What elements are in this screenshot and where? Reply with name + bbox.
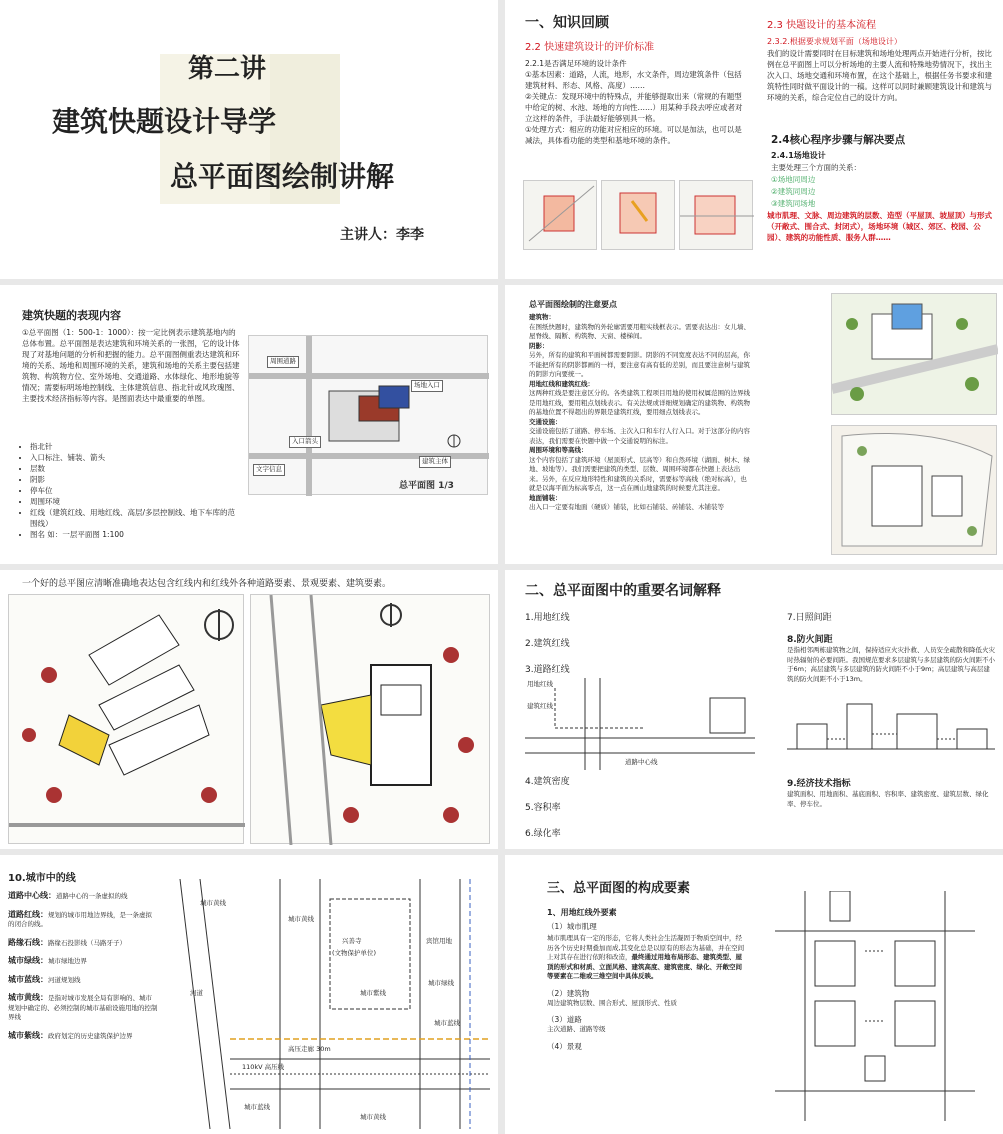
list-item: • 周围环境: [30, 496, 242, 507]
sketch-drawing: [680, 181, 754, 251]
note-body: 另外，所有的建筑和平面树都需要阴影。阴影的不同宽度表达不同的层高，你不能把所有的阴影都画的一样，要注意有高有低的差别，而且要注意树与建筑的阴影方向要统一。: [529, 351, 750, 378]
slide-heading: 三、总平面图的构成要素: [547, 881, 691, 896]
component-desc: 周边建筑物层数、围合形式、屋顶形式、性质: [547, 998, 677, 1007]
list-item: • 指北针: [30, 441, 242, 452]
term-item: 6.绿化率: [525, 829, 561, 839]
slide-good-site-plan: [0, 570, 498, 849]
term-economic-indicators: 9.经济技术指标: [787, 779, 851, 789]
fire-spacing-diagram: [787, 694, 995, 754]
diagram-drawing: [775, 891, 975, 1121]
map-label: 城市黄线: [360, 1113, 386, 1121]
component-item: （4）景观: [547, 1041, 582, 1051]
site-sketch-3: [679, 180, 753, 250]
diagram-label: 用地红线: [527, 680, 553, 688]
list-item: • 红线（建筑红线、用地红线、高层/多层控制线、地下车库的范围线）: [30, 507, 242, 529]
city-line-item: [8, 938, 158, 949]
speaker: 主讲人：李李: [340, 227, 424, 243]
economic-indicators-text: 建筑面积、用地面积、基底面积、容积率、建筑密度、建筑层数、绿化率、停车位。: [787, 790, 989, 808]
slide-city-lines: [0, 855, 498, 1134]
note-body: 交通设施包括了道路、停车场、主次入口和车行人行入口。对于这部分的内容表达，我们需要在快题中做一个交通说明的标注。: [529, 427, 750, 445]
component-desc: [547, 934, 747, 982]
sketch-drawing: [524, 181, 598, 251]
component-desc: 主次道路、道路等级: [547, 1025, 606, 1033]
relations-intro: 主要处理三个方面的关系：: [771, 163, 861, 172]
map-label: 城市蓝线: [434, 1019, 460, 1027]
list-item: • 入口标注、铺装、箭头: [30, 452, 242, 463]
subsection-title: 2.3.2.根据要求规划平面（场地设计）: [767, 37, 902, 46]
label-entry-arrow: 入口箭头: [289, 436, 321, 448]
note-body: 出入口一定要有地面（硬质）铺装，比如石铺装、砖铺装、木铺装等: [529, 503, 724, 511]
map-label: 城市黄线: [288, 915, 314, 923]
note-heading: 建筑物：: [529, 313, 555, 321]
notes-text: [529, 313, 753, 513]
map-label: 城市蓝线: [244, 1103, 270, 1111]
city-line-key: 路缘石线：: [8, 937, 48, 947]
note-heading: 用地红线和建筑红线：: [529, 379, 594, 388]
plan-title: 总平面图 1/3: [399, 481, 454, 491]
sketch-drawing: [251, 595, 491, 845]
term-fire-spacing: 8.防火间距: [787, 635, 833, 645]
para: ①处理方式：相应的功能对应相应的环境。可以是加法，也可以是减法，具体看功能的类型和基地环境的条件。: [525, 125, 742, 145]
label-main-building: 建筑主体: [419, 456, 451, 468]
term-item: 1.用地红线: [525, 613, 570, 623]
note-body: 这两种红线是要注意区分的。各类建筑工程项目用地的使用权属范围的边界线是用地红线，要用粗点划线表示。有关法规或详细规划确定的建筑物、构筑物的基地位置不得超出的界限是建筑红线，要用细点划线表示。: [529, 389, 750, 416]
slide-components: [505, 855, 1003, 1134]
fire-spacing-text: 是指相邻两栋建筑物之间，保持适应火灾扑救、人员安全疏散和降低火灾时热辐射的必要间距。我国规范要求多层建筑与多层建筑的防火间距不小于6m；高层建筑与多层建筑的防火间距不小于9m；高层建筑与高层建筑的防火间距不小于13m。: [787, 646, 995, 683]
term-sunlight-spacing: 7.日照间距: [787, 613, 832, 623]
city-line-value: 是指对城市发展全局有影响的、城市规划中确定的、必须控制的城市基础设施用地的控制界线: [8, 994, 158, 1021]
term-item: 4.建筑密度: [525, 777, 570, 787]
sketch-drawing: [602, 181, 676, 251]
para: ②关键点：发现环境中的特殊点，并能够提取出来（常规的有题型中给定的树、水池、场地的方向性……）用某种手段去呼应或者对立这样的条件，手法最好能够别具一格。: [525, 92, 743, 123]
city-line-key: 道路红线：: [8, 909, 48, 919]
section-title: 1、用地红线外要素: [547, 908, 617, 917]
map-label: (文物保护单位): [332, 949, 377, 957]
city-line-value: 路缘石投影线（马路牙子）: [48, 938, 126, 947]
map-label: 高压走廊 30m: [288, 1045, 331, 1053]
site-plan-example-2: [831, 425, 997, 555]
map-drawing: [170, 879, 490, 1129]
note-heading: 周围环境和等高线：: [529, 446, 588, 454]
city-line-item: [8, 1031, 158, 1042]
city-line-item: [8, 956, 158, 967]
note-heading: 地面铺装：: [529, 493, 562, 502]
list-item: • 停车位: [30, 485, 242, 496]
red-line-diagram: [525, 678, 755, 770]
map-label: 兴善寺: [342, 937, 362, 945]
map-label: 河道: [190, 989, 203, 997]
map-label: 城市紫线: [360, 989, 386, 997]
map-label: 110kV 高压线: [242, 1063, 285, 1071]
sketch-drawing: [9, 595, 245, 845]
left-text: [525, 58, 747, 146]
components-text: [547, 921, 747, 1052]
city-line-value: 规划的城市用地边界线，是一条虚拟的闭合的线。: [8, 910, 152, 928]
city-line-item: [8, 975, 158, 986]
city-line-value: 河道规划线: [48, 975, 81, 984]
list-item: • 图名 如：一层平面图 1:100: [30, 529, 242, 540]
lecture-number: 第二讲: [188, 54, 267, 84]
slide-heading: 10.城市中的线: [8, 873, 76, 884]
list-item: • 层数: [30, 463, 242, 474]
term-item: 5.容积率: [525, 803, 561, 813]
city-line-item: [8, 993, 158, 1023]
city-line-key: 城市紫线：: [8, 1030, 48, 1040]
city-line-key: 城市黄线：: [8, 993, 48, 1002]
hand-sketch-right: [250, 594, 490, 844]
city-lines-list: [8, 891, 158, 1049]
section-title-right: 2.3 快题设计的基本流程: [767, 20, 877, 31]
texture-desc: 城市肌理具有一定的形态，它将人类社会生活凝固于物质空间中，经历各个历史时期叠加而成,其变化总是以原有的形态为基础，并在空间上对其存在进行依附和改造，: [547, 934, 745, 961]
map-label: 城市绿线: [428, 979, 454, 987]
texture-desc-bold: 最终通过用地布局形态、建筑类型、屋顶的形式和材质、立面风格、建筑高度、建筑密度、绿化、开敞空间等要素在二维或三维空间中具体反映。: [547, 953, 742, 980]
slide-expression-content: [0, 285, 498, 564]
relation-1: ①场地同周边: [771, 175, 816, 184]
diagram-label: 道路中心线: [625, 758, 658, 766]
slide-terms: [505, 570, 1003, 849]
hand-sketch-left: [8, 594, 244, 844]
slide-knowledge-review: [505, 0, 1003, 279]
relation-2: ②建筑同周边: [771, 187, 816, 196]
right-para: 我们的设计需要同时在目标建筑和场地处理两点开始进行分析，按比例在总平面图上可以分析场地的主要人流和特殊地势情况下，找出主次入口、场地交通和环境布置，在这个基础上，根据任务书要求和建筑特性同时做平面设计的一稿。这样可以同时兼顾建筑设计和建筑与环境的关系，综合定位自己的设计方向。: [767, 49, 992, 102]
site-sketch-1: [523, 180, 597, 250]
diagram-label: 建筑红线: [527, 702, 553, 710]
city-line-value: 政府划定的历史建筑保护边界: [48, 1031, 133, 1040]
slide-heading: 建筑快题的表现内容: [22, 309, 121, 322]
slide-caption: 一个好的总平图应清晰准确地表达包含红线内和红线外各种道路要素、景观要素、建筑要素。: [22, 579, 392, 589]
map-label: 宾馆用地: [426, 937, 452, 945]
core-steps-title: 2.4核心程序步骤与解决要点: [771, 134, 906, 146]
section-title: 2.2 快速建筑设计的评价标准: [525, 42, 655, 53]
relations-detail: 城市肌理、文脉、周边建筑的层数、造型（平屋顶、坡屋顶）与形式（开敞式、围合式、封闭式），场地环境（城区、郊区、校园、公园）、建筑的功能性质、服务人群……: [767, 211, 992, 242]
city-line-item: [8, 910, 158, 930]
site-plan-drawing: [832, 294, 998, 416]
diagram-drawing: [525, 678, 755, 770]
component-item: （1）城市肌理: [547, 922, 597, 931]
city-line-value: 道路中心的一条虚拟的线: [56, 892, 128, 900]
slide-heading: 二、总平面图中的重要名词解释: [525, 583, 721, 599]
terms-list-left-2: [525, 774, 570, 849]
site-sketch-2: [601, 180, 675, 250]
lecture-title: 建筑快题设计导学: [52, 105, 277, 138]
terms-list-left: [525, 610, 570, 688]
slide-heading: 一、知识回顾: [525, 15, 609, 31]
term-item: 2.建筑红线: [525, 639, 570, 649]
label-text-info: 文字信息: [253, 464, 285, 476]
relation-3: ③建筑同场地: [771, 199, 816, 208]
city-line-item: [8, 891, 158, 902]
site-plan-description: ①总平面图（1：500-1：1000）：按一定比例表示建筑基地内的总体布置。总平面图是表达建筑和环境关系的一张图，它的设计体现了对基地问题的分析和把握的能力。总平面图侧重表达建筑和环境的关系、场地和周围环境的关系，建筑和场地的关系主要包括建筑物、构筑物方位、室外场地、交通道路、水体绿化、地形地貌等情况；需要标明场地控制线、主体建筑信息、指北针或风玫瑰图、主要技术经济指标等内容。是图面表达中最重要的单图。: [22, 328, 240, 403]
city-line-key: 城市绿线：: [8, 956, 48, 965]
para: ①基本因素：道路，人流，地形，水文条件，周边建筑条件（包括建筑材料、形态、风格、高度）……: [525, 70, 742, 90]
diagram-drawing: [787, 694, 995, 754]
list-item: • 阴影: [30, 474, 242, 485]
para: 2.2.1是否满足环境的设计条件: [525, 59, 627, 68]
slide-heading: 总平面图绘制的注意要点: [529, 300, 617, 309]
slide-drawing-notes: [505, 285, 1003, 564]
site-design-title: 2.4.1场地设计: [771, 151, 826, 160]
component-item: （3）道路: [547, 1015, 582, 1024]
slide-title: [0, 0, 498, 279]
term-item: 3.道路红线: [525, 665, 570, 675]
note-body: 这个内容包括了建筑环境（屋顶形式、层高等）和自然环境（湖面、树木、绿地、坡地等）。我们需要把建筑的类型、层数、周围环境都在快题上表达出来。另外，在反应地形特性和建筑的关系时，需要标等高线（绝对标高），也就是以海平面为标高零点，这一点在画山地建筑的时候要尤其注意。: [529, 455, 750, 492]
label-site-entrance: 场地入口: [411, 380, 443, 392]
elements-list: [30, 441, 242, 540]
site-plan-example-1: [831, 293, 997, 415]
city-line-key: 城市蓝线：: [8, 974, 48, 984]
map-label: 城市黄线: [200, 899, 226, 907]
component-item: （2）建筑物: [547, 988, 590, 998]
site-plan-drawing: [832, 426, 998, 556]
site-plan-diagram: [775, 891, 975, 1121]
label-surrounding-road: 周围道路: [267, 356, 299, 368]
city-line-value: 城市绿地边界: [48, 957, 87, 965]
annotated-site-plan: [248, 335, 488, 495]
note-heading: 交通设施：: [529, 417, 562, 426]
note-body: 在图纸快题时，建筑物的外轮廓需要用粗实线框表示。需要表达出：女儿墙、屋脊线、隔断、构筑物、天窗、楼梯间。: [529, 322, 750, 340]
lecture-subtitle: 总平面图绘制讲解: [170, 160, 395, 193]
city-line-key: 道路中心线：: [8, 891, 56, 900]
city-lines-map: [170, 879, 490, 1129]
note-heading: 阴影：: [529, 341, 549, 350]
